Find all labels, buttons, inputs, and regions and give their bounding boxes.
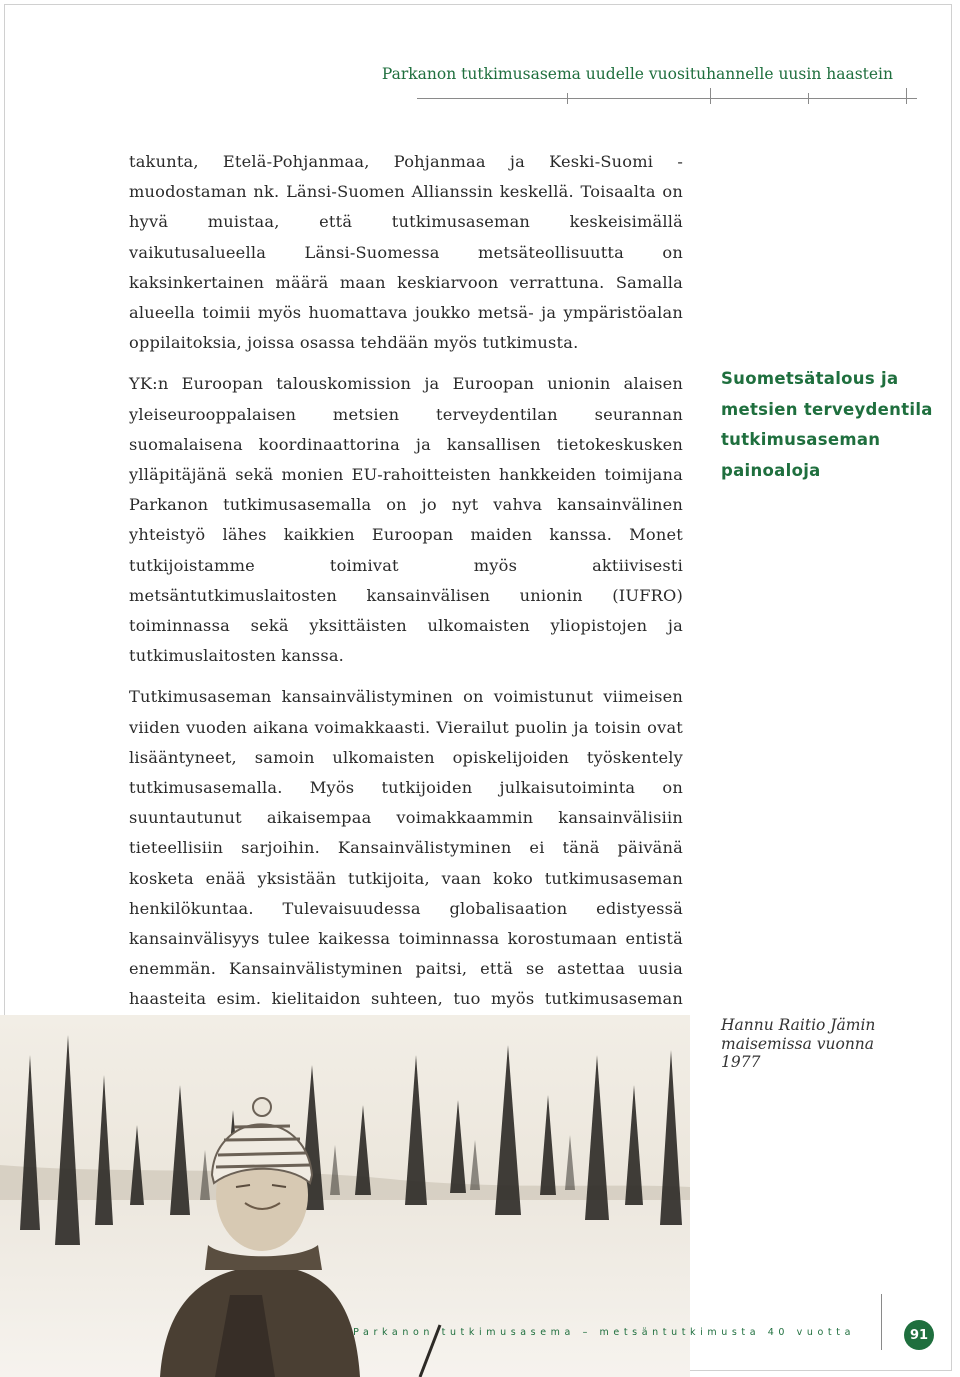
header-rule	[417, 98, 917, 99]
pull-quote-line: Suometsätalous ja	[721, 369, 899, 388]
header-tick	[906, 88, 907, 104]
running-header: Parkanon tutkimusasema uudelle vuosituhannelle uusin haastein	[381, 65, 893, 83]
pull-quote-line: metsien terveydentila	[721, 399, 933, 419]
paragraph: YK:n Euroopan talouskomission ja Euroopan unionin alaisen yleiseurooppalaisen metsien terveydentilan seurannan suomalaisena koordinaattorina ja kansallisen tietokeskusken ylläpitäjänä sekä monien EU-rahoitteisten hankkeiden toimijana Parkanon tutkimusasemalla on jo nyt vahva kansainvälinen yhteistyö lähes kaikkien Euroopan maiden kanssa. Monet tutkijoistamme toimivat myös aktiivisesti metsäntutkimuslaitosten kansainvälisen unionin (IUFRO) toiminnassa sekä yksittäisten ulkomaisten yliopistojen ja tutkimuslaitosten kanssa.	[129, 374, 683, 666]
caption-line: maisemissa vuonna	[721, 1034, 875, 1053]
caption-line: 1977	[721, 1053, 761, 1071]
paragraph: Tutkimusaseman kansainvälistyminen on voimistunut viimeisen viiden vuoden aikana voimakkaasti. Vierailut puolin ja toisin ovat lisääntyneet, samoin ulkomaisten opiskelijoiden työskentely tutkimusasemalla. Myös tutkijoiden julkaisutoiminta on suuntautunut aikaisempaa voimakkaammin kansainvälisiin tieteellisiin sarjoihin. Kansainvälistyminen ei tänä päivänä kosketa enää yksistään tutkijoita, vaan koko tutkimusaseman henkilökuntaa. Tulevaisuudessa globalisaation edistyessä kansainvälisyys tulee kaikessa toiminnassa korostumaan entistä enemmän. Kansainvälistyminen paitsi, että se astettaa uusia haasteita esim. kielitaidon suhteen, tuo myös tutkimusaseman	[129, 687, 683, 1009]
header-tick	[808, 93, 809, 104]
header-tick	[710, 88, 711, 104]
paragraph: takunta, Etelä-Pohjanmaa, Pohjanmaa ja Keski-Suomi - muodostaman nk. Länsi-Suomen Allianssin keskellä. Toisaalta on hyvä muistaa, että tutkimusaseman keskeisimällä vaikutusalueella Länsi-Suomessa metsäteollisuutta on kaksinkertainen määrä maan keskiarvoon verrattuna. Samalla alueella toimii myös huomattava joukko metsä- ja ympäristöalan oppilaitoksia, joissa osassa tehdään myös tutkimusta.	[129, 152, 683, 353]
pull-quote	[721, 364, 933, 486]
footer-rule	[881, 1294, 882, 1350]
pull-quote-line: tutkimusaseman	[721, 430, 881, 449]
pull-quote-line: painoaloja	[721, 460, 821, 480]
page-number-badge: 91	[904, 1320, 934, 1350]
footer-text: Parkanon tutkimusasema – metsäntutkimusta 40 vuotta	[353, 1327, 855, 1338]
body-text	[129, 147, 683, 1056]
header-tick	[567, 93, 568, 104]
photo-winter-forest	[0, 1015, 690, 1377]
photo-illustration	[0, 1015, 690, 1377]
caption-line: Hannu Raitio Jämin	[721, 1016, 876, 1034]
photo-caption	[721, 1016, 921, 1072]
